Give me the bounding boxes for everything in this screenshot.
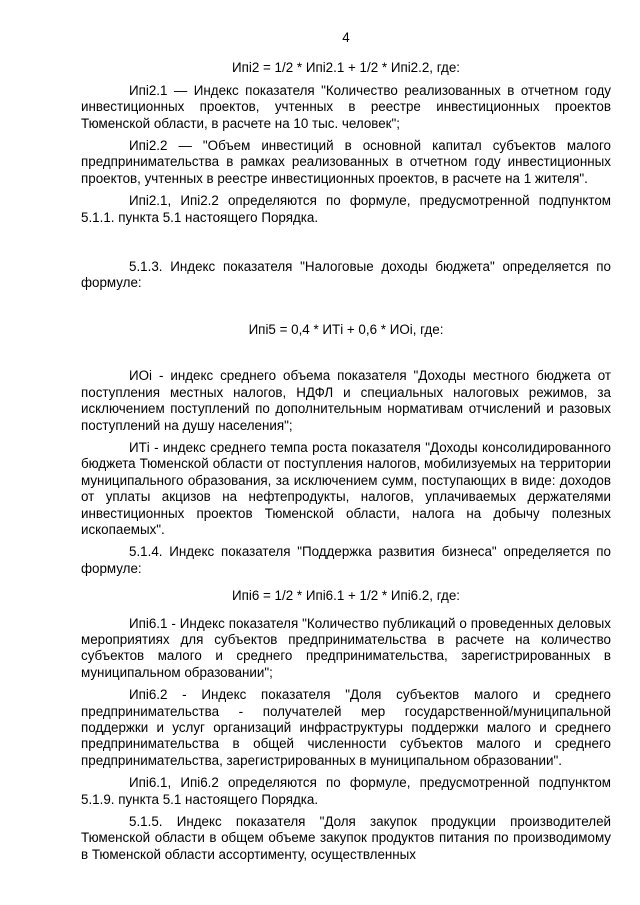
section-5-1-3-heading: 5.1.3. Индекс показателя "Налоговые доходы бюджета" определяется по формуле: — [81, 259, 611, 291]
spacer — [81, 605, 611, 616]
spacer — [81, 226, 611, 259]
definition-ipi2-2: Ипi2.2 — "Объем инвестиций в основной капитал субъектов малого предпринимательства в рамках реализованных в отчетном году инвестиционных проектов, учтенных в реестре инвестиционных проектов, в расчете на 1 жителя". — [81, 138, 611, 186]
formula-ipi6: Ипi6 = 1/2 * Ипi6.1 + 1/2 * Ипi6.2, где: — [232, 588, 460, 604]
formula-ipi5: Ипi5 = 0,4 * ИТi + 0,6 * ИОi, где: — [248, 321, 444, 337]
spacer — [81, 577, 611, 588]
paragraph-ipi2-method: Ипi2.1, Ипi2.2 определяются по формуле, предусмотренной подпунктом 5.1.1. пункта 5.1 настоящего Порядка. — [81, 193, 611, 225]
document-page — [81, 30, 611, 863]
section-5-1-4-heading: 5.1.4. Индекс показателя "Поддержка развития бизнеса" определяется по формуле: — [81, 544, 611, 576]
paragraph-ipi6-method: Ипi6.1, Ипi6.2 определяются по формуле, предусмотренной подпунктом 5.1.9. пункта 5.1 настоящего Порядка. — [81, 775, 611, 807]
formula-ipi2: Ипi2 = 1/2 * Ипi2.1 + 1/2 * Ипi2.2, где: — [232, 60, 460, 76]
section-5-1-5-heading: 5.1.5. Индекс показателя "Доля закупок продукции производителей Тюменской области в общем объеме закупок продуктов питания по производимому в Тюменской области ассортименту, осуществленных — [81, 814, 611, 862]
definition-iti: ИТi - индекс среднего темпа роста показателя "Доходы консолидированного бюджета Тюменской области от поступления налогов, мобилизуемых на территории муниципального образования, за исключением сумм, поступающих в виде: доходов от уплаты акцизов на нефтепродукты, налогов, уплачиваемых держателями инвестиционных проектов Тюменской области, налога на добычу полезных ископаемых". — [81, 439, 611, 537]
page-number: 4 — [342, 30, 350, 45]
definition-ioi: ИОi - индекс среднего объема показателя "Доходы местного бюджета от поступления местных налогов, НДФЛ и специальных налоговых режимов, за исключением поступлений по дополнительным нормативам отчислений и разовых поступлений на душу населения"; — [81, 368, 611, 433]
spacer — [81, 338, 611, 368]
definition-ipi6-1: Ипi6.1 - Индекс показателя "Количество публикаций о проведенных деловых мероприятиях для субъектов предпринимательства в расчете на количество субъектов малого и среднего предпринимательства, зарегистрированных в муниципальном образовании"; — [81, 615, 611, 680]
spacer — [81, 292, 611, 322]
definition-ipi2-1: Ипi2.1 — Индекс показателя "Количество реализованных в отчетном году инвестиционных проектов, учтенных в реестре инвестиционных проектов Тюменской области, в расчете на 10 тыс. человек"; — [81, 82, 611, 131]
definition-ipi6-2: Ипi6.2 - Индекс показателя "Доля субъектов малого и среднего предпринимательства - получателей мер государственной/муниципальной поддержки и услуг организаций инфраструктуры поддержки малого и среднего предпринимательства в общей численности субъектов малого и среднего предпринимательства, зарегистрированных в муниципальном образовании". — [81, 687, 611, 768]
